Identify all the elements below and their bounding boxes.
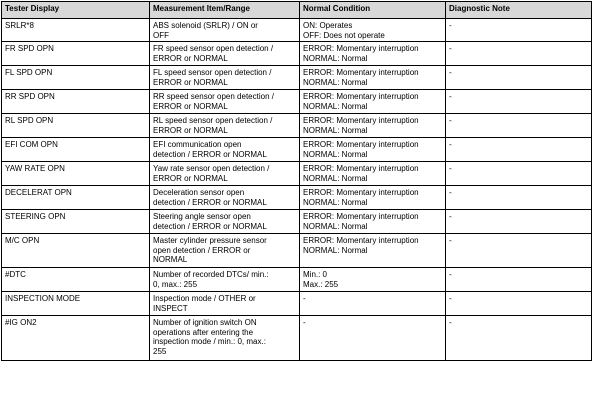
normal-condition-line: ERROR: Momentary interruption [303, 236, 419, 246]
normal-condition-line: ERROR: Momentary interruption [303, 140, 419, 150]
data-list-table [1, 1, 592, 361]
cell-tester-display: FR SPD OPN [2, 42, 150, 66]
measurement-item-line: FR speed sensor open detection / [153, 44, 274, 54]
cell-tester-display: DECELERAT OPN [2, 186, 150, 210]
measurement-item-line: open detection / ERROR or [153, 245, 251, 255]
table-row [2, 19, 592, 42]
cell-diagnostic-note: - [446, 210, 592, 234]
normal-condition-line: - [303, 318, 306, 328]
cell-normal-condition [300, 292, 446, 316]
cell-normal-condition [300, 186, 446, 210]
normal-condition-line: ERROR: Momentary interruption [303, 44, 419, 54]
cell-measurement-item [150, 186, 300, 210]
measurement-item-line: Master cylinder pressure sensor [153, 236, 267, 246]
header-normal-condition: Normal Condition [300, 2, 446, 19]
normal-condition-line: NORMAL: Normal [303, 53, 368, 63]
cell-measurement-item [150, 234, 300, 268]
table-row [2, 42, 592, 66]
cell-normal-condition [300, 234, 446, 268]
table-row [2, 234, 592, 268]
normal-condition-line: ERROR: Momentary interruption [303, 68, 419, 78]
cell-diagnostic-note: - [446, 66, 592, 90]
measurement-item-line: detection / ERROR or NORMAL [153, 197, 267, 207]
measurement-item-line: OFF [153, 30, 169, 40]
cell-tester-display: #DTC [2, 268, 150, 292]
cell-measurement-item [150, 42, 300, 66]
normal-condition-line: ERROR: Momentary interruption [303, 164, 419, 174]
cell-normal-condition [300, 90, 446, 114]
measurement-item-line: ERROR or NORMAL [153, 53, 228, 63]
cell-normal-condition [300, 19, 446, 42]
normal-condition-line: - [303, 294, 306, 304]
cell-measurement-item [150, 138, 300, 162]
table-header [2, 2, 592, 19]
normal-condition-line: ON: Operates [303, 21, 353, 30]
cell-measurement-item [150, 292, 300, 316]
cell-diagnostic-note: - [446, 114, 592, 138]
measurement-item-line: inspection mode / min.: 0, max.: [153, 337, 266, 347]
cell-normal-condition [300, 42, 446, 66]
measurement-item-line: ERROR or NORMAL [153, 173, 228, 183]
normal-condition-line: NORMAL: Normal [303, 197, 368, 207]
cell-measurement-item [150, 268, 300, 292]
normal-condition-line: NORMAL: Normal [303, 125, 368, 135]
cell-diagnostic-note: - [446, 292, 592, 316]
cell-measurement-item [150, 114, 300, 138]
measurement-item-line: Deceleration sensor open [153, 188, 245, 198]
normal-condition-line: ERROR: Momentary interruption [303, 116, 419, 126]
normal-condition-line: ERROR: Momentary interruption [303, 92, 419, 102]
cell-diagnostic-note: - [446, 268, 592, 292]
table-row [2, 316, 592, 361]
cell-tester-display: RR SPD OPN [2, 90, 150, 114]
table-row [2, 292, 592, 316]
cell-measurement-item [150, 19, 300, 42]
cell-diagnostic-note: - [446, 316, 592, 361]
cell-tester-display: EFI COM OPN [2, 138, 150, 162]
cell-normal-condition [300, 268, 446, 292]
header-row [2, 2, 592, 19]
measurement-item-line: ERROR or NORMAL [153, 125, 228, 135]
measurement-item-line: Steering angle sensor open [153, 212, 251, 222]
cell-tester-display: M/C OPN [2, 234, 150, 268]
normal-condition-line: OFF: Does not operate [303, 30, 385, 40]
table-row [2, 268, 592, 292]
normal-condition-line: Min.: 0 [303, 270, 328, 280]
measurement-item-line: FL speed sensor open detection / [153, 68, 272, 78]
cell-normal-condition [300, 138, 446, 162]
normal-condition-line: Max.: 255 [303, 279, 339, 289]
measurement-item-line: Yaw rate sensor open detection / [153, 164, 270, 174]
measurement-item-line: INSPECT [153, 303, 188, 313]
measurement-item-line: ERROR or NORMAL [153, 77, 228, 87]
cell-normal-condition [300, 114, 446, 138]
normal-condition-line: NORMAL: Normal [303, 221, 368, 231]
cell-tester-display: YAW RATE OPN [2, 162, 150, 186]
measurement-item-line: EFI communication open [153, 140, 242, 150]
normal-condition-line: NORMAL: Normal [303, 173, 368, 183]
measurement-item-line: operations after entering the [153, 327, 254, 337]
cell-tester-display: STEERING OPN [2, 210, 150, 234]
data-list-sheet [1, 1, 591, 361]
cell-measurement-item [150, 316, 300, 361]
measurement-item-line: ERROR or NORMAL [153, 101, 228, 111]
header-diagnostic-note: Diagnostic Note [446, 2, 592, 19]
cell-diagnostic-note: - [446, 162, 592, 186]
measurement-item-line: Number of recorded DTCs/ min.: [153, 270, 269, 280]
cell-normal-condition [300, 66, 446, 90]
cell-tester-display: SRLR*8 [2, 19, 150, 42]
measurement-item-line: detection / ERROR or NORMAL [153, 221, 267, 231]
cell-measurement-item [150, 162, 300, 186]
measurement-item-line: RL speed sensor open detection / [153, 116, 273, 126]
cell-measurement-item [150, 210, 300, 234]
measurement-item-line: RR speed sensor open detection / [153, 92, 274, 102]
measurement-item-line: detection / ERROR or NORMAL [153, 149, 267, 159]
header-measurement-item: Measurement Item/Range [150, 2, 300, 19]
measurement-item-line: ABS solenoid (SRLR) / ON or [153, 21, 258, 30]
table-row [2, 114, 592, 138]
normal-condition-line: NORMAL: Normal [303, 77, 368, 87]
cell-measurement-item [150, 90, 300, 114]
cell-tester-display: RL SPD OPN [2, 114, 150, 138]
normal-condition-line: NORMAL: Normal [303, 101, 368, 111]
cell-tester-display: #IG ON2 [2, 316, 150, 361]
cell-tester-display: FL SPD OPN [2, 66, 150, 90]
measurement-item-line: NORMAL [153, 255, 188, 265]
cell-diagnostic-note: - [446, 19, 592, 42]
measurement-item-line: Number of ignition switch ON [153, 318, 257, 328]
cell-normal-condition [300, 162, 446, 186]
normal-condition-line: NORMAL: Normal [303, 149, 368, 159]
cell-normal-condition [300, 316, 446, 361]
cell-diagnostic-note: - [446, 138, 592, 162]
table-row [2, 90, 592, 114]
measurement-item-line: 0, max.: 255 [153, 279, 198, 289]
cell-diagnostic-note: - [446, 186, 592, 210]
measurement-item-line: 255 [153, 346, 167, 356]
table-row [2, 138, 592, 162]
cell-measurement-item [150, 66, 300, 90]
table-body [2, 19, 592, 361]
cell-diagnostic-note: - [446, 90, 592, 114]
cell-diagnostic-note: - [446, 234, 592, 268]
table-row [2, 162, 592, 186]
normal-condition-line: ERROR: Momentary interruption [303, 188, 419, 198]
normal-condition-line: NORMAL: Normal [303, 245, 368, 255]
cell-normal-condition [300, 210, 446, 234]
measurement-item-line: Inspection mode / OTHER or [153, 294, 256, 304]
table-row [2, 186, 592, 210]
table-row [2, 210, 592, 234]
table-row [2, 66, 592, 90]
header-tester-display: Tester Display [2, 2, 150, 19]
cell-tester-display: INSPECTION MODE [2, 292, 150, 316]
normal-condition-line: ERROR: Momentary interruption [303, 212, 419, 222]
cell-diagnostic-note: - [446, 42, 592, 66]
